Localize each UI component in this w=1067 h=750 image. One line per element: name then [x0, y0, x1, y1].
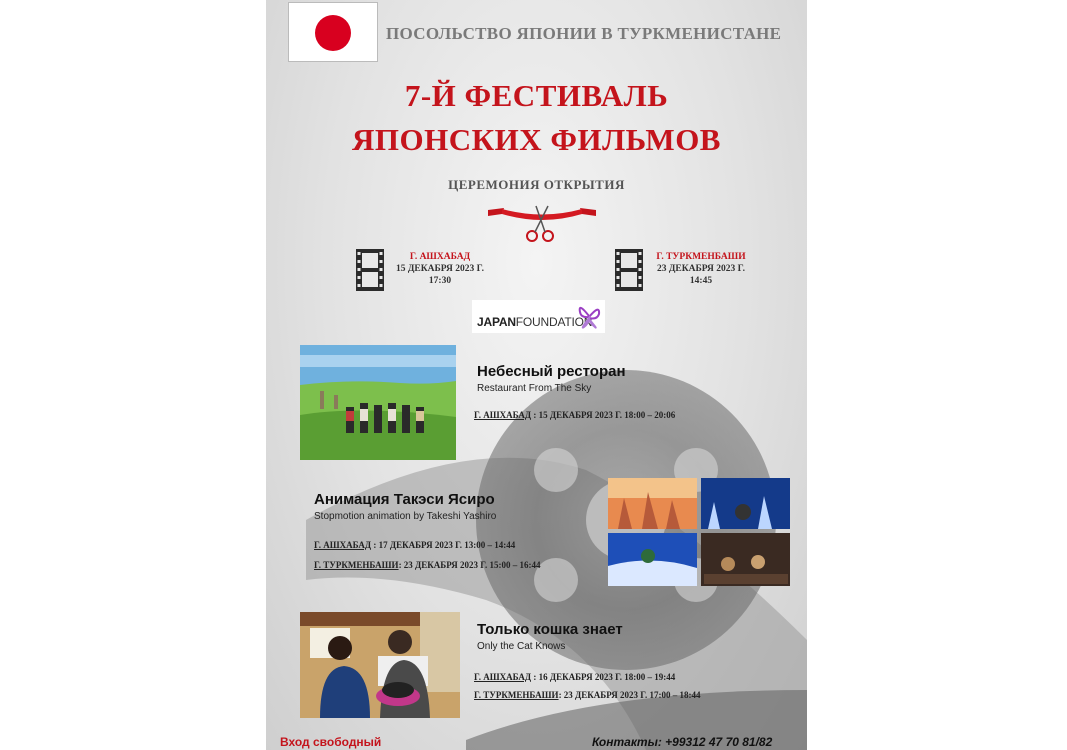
film-2-stills: [608, 478, 790, 586]
butterfly-icon: [576, 302, 603, 331]
film-2-schedule-2: Г. ТУРКМЕНБАШИ: 23 ДЕКАБРЯ 2023 Г. 15:00 – 16:44: [314, 560, 541, 570]
ceremony-city-2-name: Г. ТУРКМЕНБАШИ: [656, 252, 746, 262]
ribbon-scissors-icon: [486, 200, 598, 246]
festival-title-line2: ЯПОНСКИХ ФИЛЬМОВ: [352, 122, 721, 157]
ceremony-city-1: [390, 251, 490, 287]
ceremony-city-2-date: 23 ДЕКАБРЯ 2023 Г.: [656, 264, 746, 274]
festival-poster: [266, 0, 807, 750]
film-3-still: [300, 612, 460, 718]
ceremony-city-1-name: Г. АШХАБАД: [409, 252, 471, 262]
film-1-title: Небесный ресторан: [477, 363, 626, 380]
japan-flag-icon: [288, 2, 378, 62]
japan-foundation-logo: [472, 300, 605, 333]
film-2-subtitle: Stopmotion animation by Takeshi Yashiro: [314, 511, 497, 522]
film-1-subtitle: Restaurant From The Sky: [477, 383, 592, 394]
film-strip-icon: [356, 249, 384, 291]
film-3-subtitle: Only the Cat Knows: [477, 641, 566, 652]
film-3-schedule-1: Г. АШХАБАД : 16 ДЕКАБРЯ 2023 Г. 18:00 – 19:44: [474, 672, 676, 682]
embassy-heading: ПОСОЛЬСТВО ЯПОНИИ В ТУРКМЕНИСТАНЕ: [386, 24, 782, 43]
film-3-title: Только кошка знает: [477, 621, 623, 638]
ceremony-label: ЦЕРЕМОНИЯ ОТКРЫТИЯ: [448, 177, 625, 192]
film-2-title: Анимация Такэси Ясиро: [314, 491, 495, 508]
film-3-schedule-2: Г. ТУРКМЕНБАШИ: 23 ДЕКАБРЯ 2023 Г. 17:00 – 18:44: [474, 690, 701, 700]
ceremony-city-2: [646, 251, 756, 287]
free-admission: Вход свободный: [280, 735, 382, 749]
film-1-schedule-1: Г. АШХАБАД : 15 ДЕКАБРЯ 2023 Г. 18:00 – 20:06: [474, 410, 676, 420]
film-2-schedule-1: Г. АШХАБАД : 17 ДЕКАБРЯ 2023 Г. 13:00 – 14:44: [314, 540, 516, 550]
japan-foundation-text: JAPANFOUNDATION: [477, 315, 593, 329]
festival-title-line1: 7-Й ФЕСТИВАЛЬ: [404, 78, 669, 113]
ceremony-city-1-time: 17:30: [428, 276, 452, 286]
film-strip-icon: [615, 249, 643, 291]
ceremony-city-2-time: 14:45: [689, 276, 713, 286]
contacts: Контакты: +99312 47 70 81/82: [592, 735, 773, 749]
ceremony-city-1-date: 15 ДЕКАБРЯ 2023 Г.: [395, 264, 485, 274]
film-1-still: [300, 345, 456, 460]
flag-sun: [315, 15, 351, 51]
